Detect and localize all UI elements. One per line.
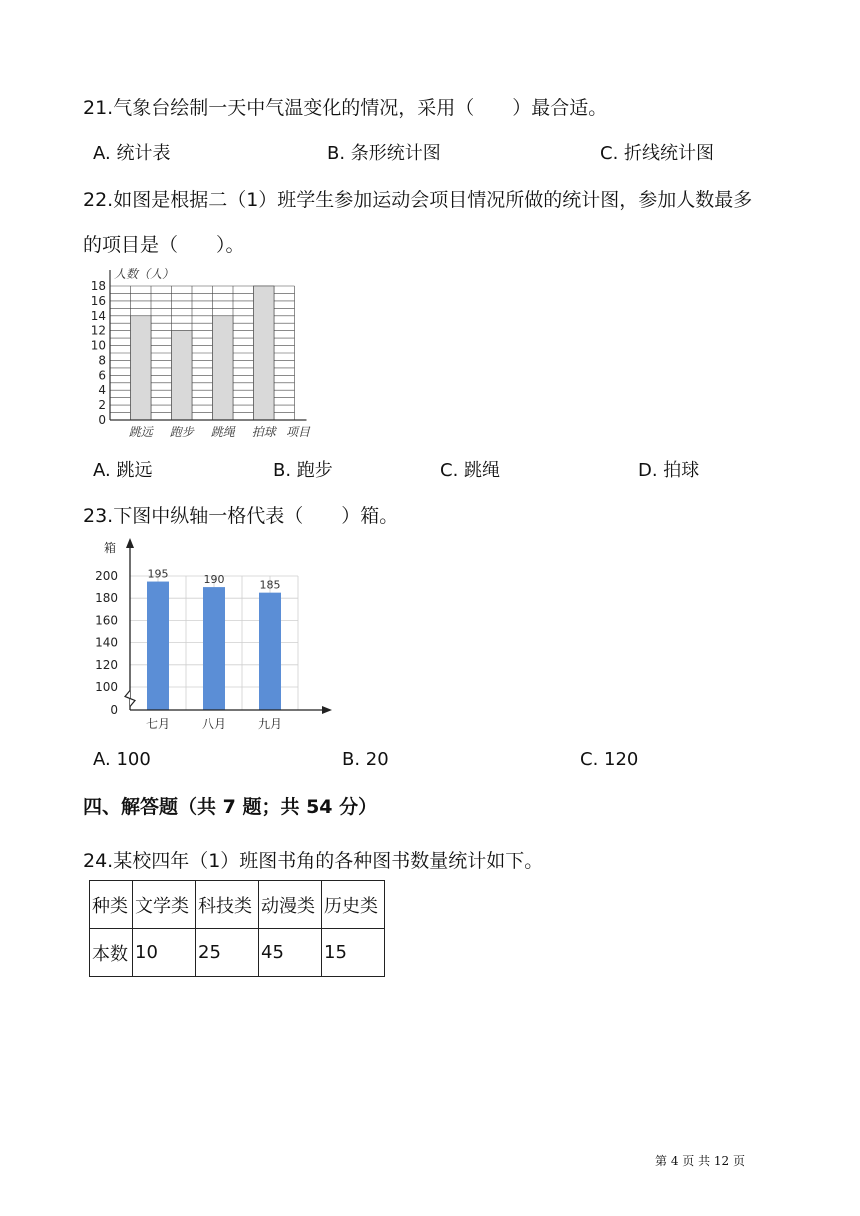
q22-option-b[interactable]: B. 跑步 [273, 460, 333, 481]
tick-label: 拍球 [251, 425, 276, 439]
table-row [90, 929, 385, 977]
bar [147, 582, 169, 710]
tick-label: 九月 [257, 717, 283, 731]
q22-option-a[interactable]: A. 跳远 [93, 460, 153, 481]
chart1-ylabel: 人数（人） [114, 267, 175, 281]
tick-label: 100 [95, 680, 118, 694]
tick-label: 跑步 [169, 425, 194, 439]
tick-label: 8 [98, 353, 106, 368]
q22-text-line1: 22.如图是根据二（1）班学生参加运动会项目情况所做的统计图，参加人数最多 [83, 189, 753, 211]
tick-label: 跳远 [128, 425, 153, 439]
tick-label: 180 [95, 591, 118, 606]
section-title: 四、解答题（共 7 题；共 54 分） [83, 796, 378, 818]
bar [213, 316, 234, 420]
tick-label: 6 [98, 368, 106, 383]
table-cell: 文学类 [133, 881, 196, 929]
sports-bar-chart [82, 266, 322, 441]
tick-label: 120 [95, 657, 118, 672]
tick-label: 200 [95, 569, 118, 583]
bar [203, 587, 225, 710]
table-cell: 15 [322, 929, 385, 977]
q21-option-b[interactable]: B. 条形统计图 [327, 143, 441, 164]
chart2-ylabel: 箱 [104, 541, 117, 555]
bar [172, 331, 193, 420]
q21-option-c[interactable]: C. 折线统计图 [600, 143, 715, 164]
table-cell: 本数 [90, 929, 133, 977]
table-cell: 45 [259, 929, 322, 977]
tick-label: 14 [90, 308, 106, 323]
bar [259, 593, 281, 710]
tick-label: 跳绳 [210, 425, 235, 439]
bar [254, 286, 275, 420]
bar [131, 316, 152, 420]
q23-option-a[interactable]: A. 100 [93, 749, 151, 770]
q24-text: 24.某校四年（1）班图书角的各种图书数量统计如下。 [83, 850, 544, 872]
q23-option-c[interactable]: C. 120 [580, 749, 639, 770]
q23-option-b[interactable]: B. 20 [342, 749, 389, 770]
tick-label: 4 [98, 383, 106, 398]
chart1-xlabel: 项目 [286, 425, 311, 439]
q22-text-line2: 的项目是（ ）。 [83, 234, 245, 256]
tick-label: 160 [95, 613, 118, 628]
data-label: 190 [203, 573, 225, 587]
q22-option-c[interactable]: C. 跳绳 [440, 460, 501, 481]
q23-text: 23.下图中纵轴一格代表（ ）箱。 [83, 505, 399, 527]
table-cell: 动漫类 [259, 881, 322, 929]
tick-label: 18 [90, 279, 106, 293]
boxes-bar-chart [88, 536, 348, 736]
table-cell: 种类 [90, 881, 133, 929]
q22-option-d[interactable]: D. 拍球 [638, 460, 700, 481]
tick-label: 140 [95, 635, 118, 650]
data-label: 195 [147, 567, 169, 581]
tick-label: 12 [90, 323, 106, 338]
tick-label: 0 [110, 703, 118, 717]
tick-label: 八月 [201, 717, 227, 731]
table-cell: 历史类 [322, 881, 385, 929]
table-cell: 25 [196, 929, 259, 977]
q21-option-a[interactable]: A. 统计表 [93, 143, 171, 164]
table-cell: 科技类 [196, 881, 259, 929]
tick-label: 10 [90, 338, 106, 353]
table-row [90, 881, 385, 929]
q21-text: 21.气象台绘制一天中气温变化的情况，采用（ ）最合适。 [83, 97, 608, 119]
tick-label: 七月 [145, 717, 171, 731]
data-label: 185 [259, 578, 281, 592]
tick-label: 0 [98, 413, 106, 427]
page-footer: 第 4 页 共 12 页 [655, 1154, 745, 1168]
table-cell: 10 [133, 929, 196, 977]
books-table [89, 880, 385, 977]
tick-label: 16 [90, 293, 106, 308]
tick-label: 2 [98, 398, 106, 413]
